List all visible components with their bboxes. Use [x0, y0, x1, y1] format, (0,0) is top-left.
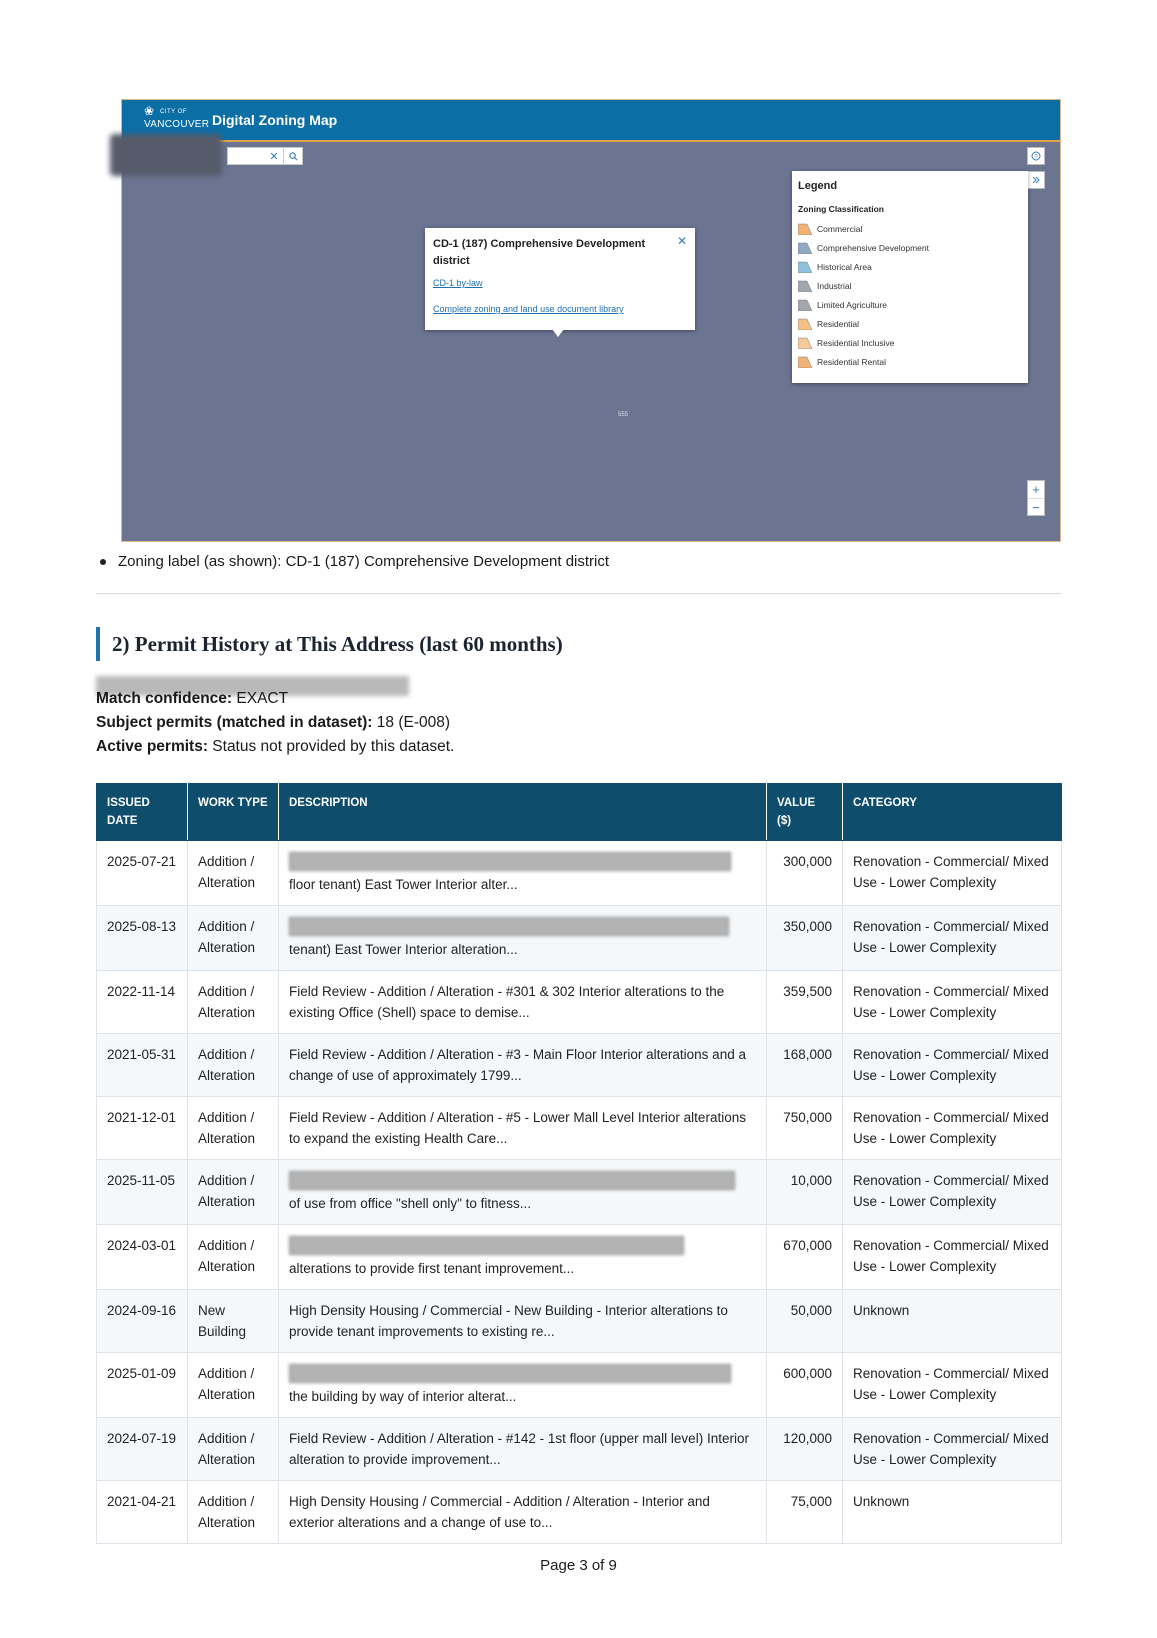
description-text: Field Review - Addition / Alteration - #3 - Main Floor Interior alterations and a change of use of approximately 1799...: [289, 1047, 746, 1083]
legend-swatch-icon: [798, 318, 812, 330]
cell-issued-date: 2025-01-09: [97, 1353, 188, 1418]
cell-issued-date: 2025-11-05: [97, 1160, 188, 1225]
search-button[interactable]: [283, 148, 302, 164]
city-logo: [138, 104, 210, 135]
table-row: [97, 1034, 1062, 1097]
cell-issued-date: 2024-09-16: [97, 1290, 188, 1353]
page-number: Page 3 of 9: [540, 1557, 617, 1574]
cell-value: 359,500: [767, 971, 843, 1034]
active-value: Status not provided by this dataset.: [212, 738, 455, 755]
cell-value: 10,000: [767, 1160, 843, 1225]
cell-issued-date: 2021-12-01: [97, 1097, 188, 1160]
cell-issued-date: 2021-05-31: [97, 1034, 188, 1097]
zoning-label-text: Zoning label (as shown): CD-1 (187) Comprehensive Development district: [118, 553, 610, 570]
bullet-icon: [100, 559, 106, 565]
legend-item: [798, 257, 1022, 276]
redacted-text: [289, 852, 731, 871]
description-text: Field Review - Addition / Alteration - #142 - 1st floor (upper mall level) Interior alteration to provide improvement...: [289, 1431, 749, 1467]
clear-search-icon[interactable]: ✕: [269, 150, 279, 163]
cell-work-type: Addition / Alteration: [188, 1225, 279, 1290]
legend-label: Comprehensive Development: [817, 242, 929, 253]
section-title-text: 2) Permit History at This Address (last 60 months): [112, 631, 563, 656]
svg-text:?: ?: [1034, 154, 1038, 161]
table-row: [97, 1225, 1062, 1290]
cell-value: 50,000: [767, 1290, 843, 1353]
cell-category: Unknown: [843, 1290, 1062, 1353]
popup-pointer: [552, 329, 564, 337]
cell-work-type: Addition / Alteration: [188, 1481, 279, 1544]
cell-value: 600,000: [767, 1353, 843, 1418]
popup-close-icon[interactable]: ✕: [676, 234, 687, 248]
subject-value: 18 (E-008): [376, 714, 451, 731]
cell-issued-date: 2024-07-19: [97, 1418, 188, 1481]
cell-description: [279, 1097, 767, 1160]
help-button[interactable]: [1027, 147, 1045, 165]
cell-description: [279, 1225, 767, 1290]
cell-value: 300,000: [767, 841, 843, 906]
legend-swatch-icon: [798, 261, 812, 273]
legend-label: Industrial: [817, 280, 852, 291]
legend-swatch-icon: [798, 242, 812, 254]
match-confidence: [96, 690, 288, 708]
map-title: Digital Zoning Map: [212, 112, 338, 128]
cell-category: Unknown: [843, 1481, 1062, 1544]
cell-work-type: Addition / Alteration: [188, 1418, 279, 1481]
legend-item: [798, 352, 1022, 371]
zoning-popup: [425, 228, 695, 330]
description-text: High Density Housing / Commercial - Addition / Alteration - Interior and exterior alterations and a change of use to...: [289, 1494, 710, 1530]
table-row: [97, 1160, 1062, 1225]
cell-issued-date: 2025-08-13: [97, 906, 188, 971]
description-text: of use from office "shell only" to fitness...: [289, 1196, 531, 1211]
description-text: floor tenant) East Tower Interior alter...: [289, 877, 518, 892]
header-value: VALUE ($): [767, 784, 843, 841]
cell-work-type: Addition / Alteration: [188, 1034, 279, 1097]
legend-item: [798, 276, 1022, 295]
cell-category: Renovation - Commercial/ Mixed Use - Lower Complexity: [843, 1418, 1062, 1481]
match-value: EXACT: [236, 690, 289, 707]
header-work-type: WORK TYPE: [188, 784, 279, 841]
header-description: DESCRIPTION: [279, 784, 767, 841]
cell-work-type: Addition / Alteration: [188, 971, 279, 1034]
redacted-search-area: [110, 134, 222, 176]
map-header: [122, 100, 1060, 142]
description-text: tenant) East Tower Interior alteration...: [289, 942, 518, 957]
legend-swatch-icon: [798, 356, 812, 368]
help-icon: [1031, 151, 1041, 161]
cell-value: 168,000: [767, 1034, 843, 1097]
permit-table: [96, 783, 1062, 1544]
legend-label: Limited Agriculture: [817, 299, 887, 310]
section-title: [96, 627, 563, 661]
active-permits: [96, 738, 454, 756]
zoom-out-button[interactable]: [1028, 498, 1044, 516]
cell-value: 350,000: [767, 906, 843, 971]
cell-issued-date: 2024-03-01: [97, 1225, 188, 1290]
cell-category: Renovation - Commercial/ Mixed Use - Lower Complexity: [843, 1097, 1062, 1160]
cell-issued-date: 2021-04-21: [97, 1481, 188, 1544]
subject-label: Subject permits (matched in dataset):: [96, 714, 373, 731]
cell-issued-date: 2025-07-21: [97, 841, 188, 906]
match-label: Match confidence:: [96, 690, 233, 707]
table-header-row: [97, 784, 1062, 841]
cell-category: Renovation - Commercial/ Mixed Use - Lower Complexity: [843, 971, 1062, 1034]
map-scale-label: 555: [618, 412, 629, 418]
logo-mark-icon: ❀: [144, 104, 155, 118]
legend-swatch-icon: [798, 337, 812, 349]
cell-value: 120,000: [767, 1418, 843, 1481]
cell-description: [279, 1290, 767, 1353]
minus-icon: −: [1032, 500, 1040, 515]
legend-item: [798, 314, 1022, 333]
plus-icon: +: [1032, 482, 1040, 497]
table-row: [97, 1353, 1062, 1418]
cell-category: Renovation - Commercial/ Mixed Use - Lower Complexity: [843, 1160, 1062, 1225]
cell-work-type: New Building: [188, 1290, 279, 1353]
cell-description: [279, 906, 767, 971]
search-icon: [289, 152, 298, 161]
cell-issued-date: 2022-11-14: [97, 971, 188, 1034]
cell-description: [279, 1418, 767, 1481]
legend-subtitle: Zoning Classification: [798, 204, 884, 214]
legend-label: Residential Rental: [817, 356, 886, 367]
expand-legend-button[interactable]: [1027, 171, 1045, 189]
table-row: [97, 1097, 1062, 1160]
cell-value: 750,000: [767, 1097, 843, 1160]
map-legend: [792, 171, 1028, 383]
cell-work-type: Addition / Alteration: [188, 1160, 279, 1225]
table-row: [97, 1418, 1062, 1481]
legend-swatch-icon: [798, 299, 812, 311]
legend-item: [798, 238, 1022, 257]
cell-value: 670,000: [767, 1225, 843, 1290]
legend-label: Commercial: [817, 223, 863, 234]
legend-items: [798, 219, 1022, 371]
legend-label: Residential Inclusive: [817, 337, 895, 348]
popup-title: CD-1 (187) Comprehensive Development district: [433, 238, 646, 267]
cell-description: [279, 1481, 767, 1544]
zoom-in-button[interactable]: [1028, 481, 1044, 498]
description-text: Field Review - Addition / Alteration - #5 - Lower Mall Level Interior alterations to expand the existing Health Care...: [289, 1110, 746, 1146]
redacted-text: [289, 1236, 684, 1255]
cell-category: Renovation - Commercial/ Mixed Use - Lower Complexity: [843, 1225, 1062, 1290]
cell-category: Renovation - Commercial/ Mixed Use - Lower Complexity: [843, 1034, 1062, 1097]
zoning-map[interactable]: [121, 99, 1061, 542]
table-row: [97, 906, 1062, 971]
cell-work-type: Addition / Alteration: [188, 1353, 279, 1418]
redacted-text: [289, 917, 729, 936]
description-text: alterations to provide first tenant improvement...: [289, 1261, 575, 1276]
legend-title: Legend: [798, 180, 838, 192]
legend-label: Residential: [817, 318, 860, 329]
cell-work-type: Addition / Alteration: [188, 1097, 279, 1160]
legend-item: [798, 333, 1022, 352]
subject-permits: [96, 714, 450, 732]
logo-name-text: VANCOUVER: [144, 119, 210, 130]
legend-item: [798, 295, 1022, 314]
zoning-label-bullet: [100, 553, 609, 570]
legend-item: [798, 219, 1022, 238]
cell-description: [279, 1353, 767, 1418]
redacted-text: [289, 1171, 735, 1190]
description-text: High Density Housing / Commercial - New Building - Interior alterations to provide tenant improvements to existing re...: [289, 1303, 728, 1339]
cd1-bylaw-link[interactable]: CD-1 by-law: [433, 278, 483, 288]
table-row: [97, 1481, 1062, 1544]
cell-description: [279, 971, 767, 1034]
cell-description: [279, 1034, 767, 1097]
table-row: [97, 971, 1062, 1034]
cell-description: [279, 1160, 767, 1225]
active-label: Active permits:: [96, 738, 208, 755]
cell-category: Renovation - Commercial/ Mixed Use - Lower Complexity: [843, 1353, 1062, 1418]
legend-label: Historical Area: [817, 261, 872, 272]
header-issued-date: ISSUED DATE: [97, 784, 188, 841]
description-text: Field Review - Addition / Alteration - #301 & 302 Interior alterations to the existing Office (Shell) space to demise...: [289, 984, 725, 1020]
document-library-link[interactable]: Complete zoning and land use document library: [433, 304, 624, 314]
permit-rows: [97, 841, 1062, 1544]
cell-description: [279, 841, 767, 906]
cell-work-type: Addition / Alteration: [188, 841, 279, 906]
divider: [96, 593, 1061, 594]
map-search-input[interactable]: [227, 147, 303, 165]
cell-category: Renovation - Commercial/ Mixed Use - Lower Complexity: [843, 906, 1062, 971]
cell-category: Renovation - Commercial/ Mixed Use - Lower Complexity: [843, 841, 1062, 906]
table-row: [97, 841, 1062, 906]
logo-city-text: CITY OF: [160, 109, 188, 115]
cell-work-type: Addition / Alteration: [188, 906, 279, 971]
double-chevron-right-icon: [1031, 175, 1041, 185]
redacted-text: [289, 1364, 731, 1383]
table-row: [97, 1290, 1062, 1353]
cell-value: 75,000: [767, 1481, 843, 1544]
description-text: the building by way of interior alterat...: [289, 1389, 517, 1404]
legend-swatch-icon: [798, 223, 812, 235]
zoom-controls[interactable]: [1027, 480, 1045, 516]
header-category: CATEGORY: [843, 784, 1062, 841]
legend-swatch-icon: [798, 280, 812, 292]
